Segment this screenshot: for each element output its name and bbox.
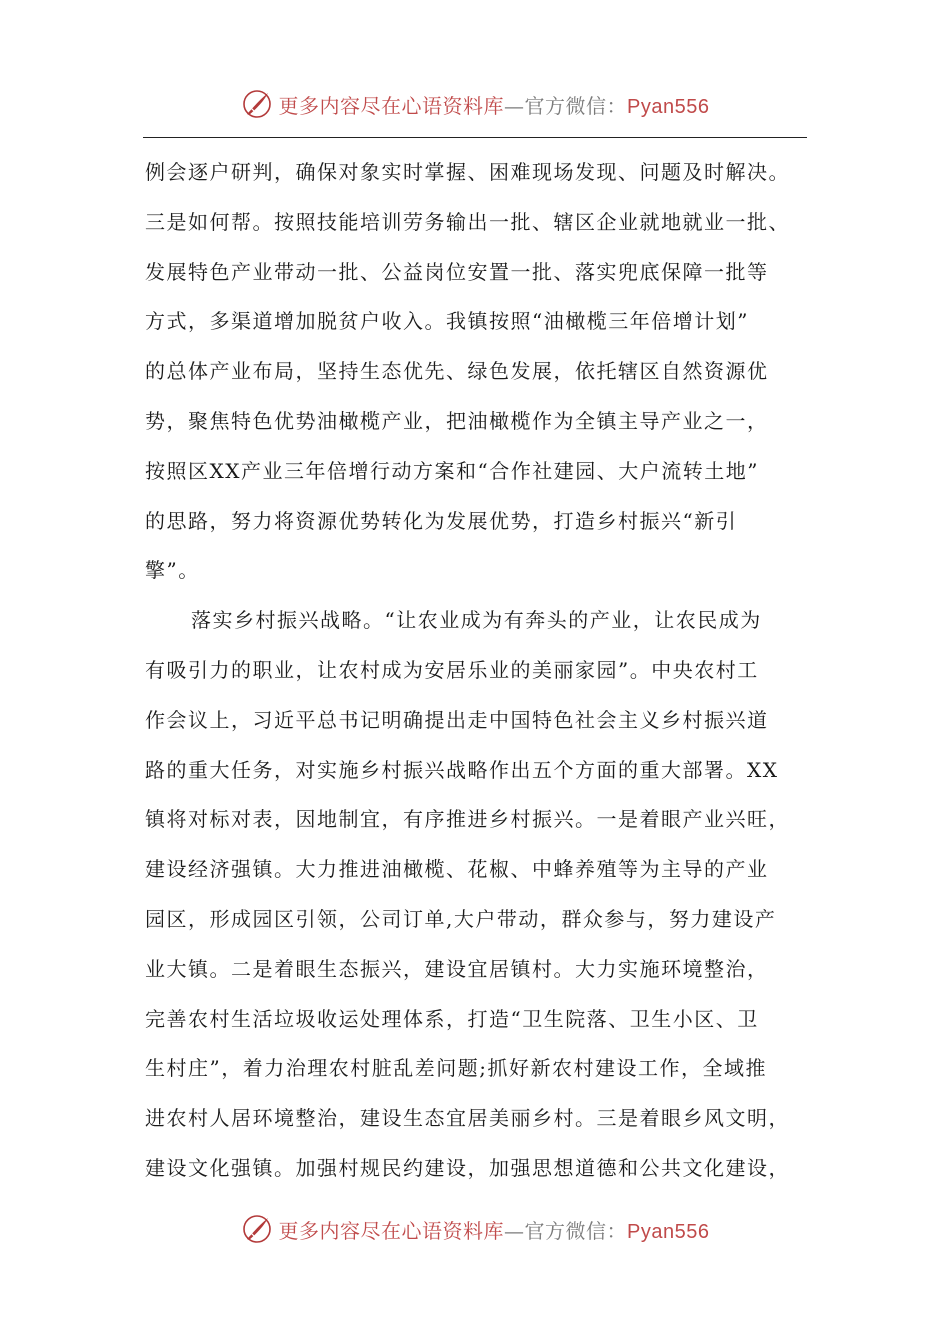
text-line: 擎”。: [145, 558, 200, 583]
text-line: 三是如何帮。按照技能培训劳务输出一批、辖区企业就地就业一批、: [145, 209, 790, 234]
document-body: [145, 148, 809, 1194]
text-line: 的总体产业布局，坚持生态优先、绿色发展，依托辖区自然资源优: [145, 359, 769, 384]
text-line: 进农村人居环境整治，建设生态宜居美丽乡村。三是着眼乡风文明，: [145, 1106, 790, 1131]
banner-main-text: 更多内容尽在心语资料库: [278, 93, 505, 118]
footer-banner: [0, 1209, 950, 1249]
text-line: 势，聚焦特色优势油橄榄产业，把油橄榄作为全镇主导产业之一，: [145, 408, 769, 433]
paragraph-start-line: 落实乡村振兴战略。“让农业成为有奔头的产业，让农民成为: [191, 608, 762, 633]
text-line: 作会议上，习近平总书记明确提出走中国特色社会主义乡村振兴道: [145, 707, 769, 732]
text-line: 方式，多渠道增加脱贫户收入。我镇按照“油橄榄三年倍增计划”: [145, 309, 749, 334]
pen-nib-logo-icon: [241, 1213, 273, 1245]
header-banner: [0, 84, 950, 124]
text-line: 有吸引力的职业，让农村成为安居乐业的美丽家园”。中央农村工: [145, 657, 759, 682]
text-line: 按照区XX产业三年倍增行动方案和“合作社建园、大户流转土地”: [145, 458, 759, 483]
text-line: 建设经济强镇。大力推进油橄榄、花椒、中蜂养殖等为主导的产业: [145, 857, 769, 882]
text-line: 业大镇。二是着眼生态振兴，建设宜居镇村。大力实施环境整治，: [145, 956, 769, 981]
banner-main-text: 更多内容尽在心语资料库: [278, 1218, 505, 1243]
banner-wechat-label: 官方微信：: [524, 1218, 628, 1243]
text-line: 建设文化强镇。加强村规民约建设，加强思想道德和公共文化建设，: [145, 1155, 790, 1180]
text-line: 发展特色产业带动一批、公益岗位安置一批、落实兜底保障一批等: [145, 259, 769, 284]
banner-separator: —: [504, 93, 525, 118]
header-banner-text: [279, 90, 710, 119]
footer-banner-text: [279, 1215, 710, 1244]
text-line: 生村庄”，着力治理农村脏乱差问题;抓好新农村建设工作，全域推: [145, 1056, 767, 1081]
pen-nib-logo-icon: [241, 88, 273, 120]
banner-wechat-label: 官方微信：: [524, 93, 628, 118]
header-divider: [143, 137, 807, 138]
text-line: 完善农村生活垃圾收运处理体系，打造“卫生院落、卫生小区、卫: [145, 1006, 759, 1031]
banner-separator: —: [504, 1218, 525, 1243]
text-line: 路的重大任务，对实施乡村振兴战略作出五个方面的重大部署。XX: [145, 757, 779, 782]
banner-account: Pyan556: [627, 1220, 710, 1243]
text-line: 园区，形成园区引领，公司订单,大户带动，群众参与，努力建设产: [145, 906, 777, 931]
text-line: 例会逐户研判，确保对象实时掌握、困难现场发现、问题及时解决。: [145, 160, 790, 184]
text-line: 的思路，努力将资源优势转化为发展优势，打造乡村振兴“新引: [145, 508, 738, 533]
text-line: 镇将对标对表，因地制宜，有序推进乡村振兴。一是着眼产业兴旺，: [145, 807, 790, 832]
banner-account: Pyan556: [627, 95, 710, 118]
